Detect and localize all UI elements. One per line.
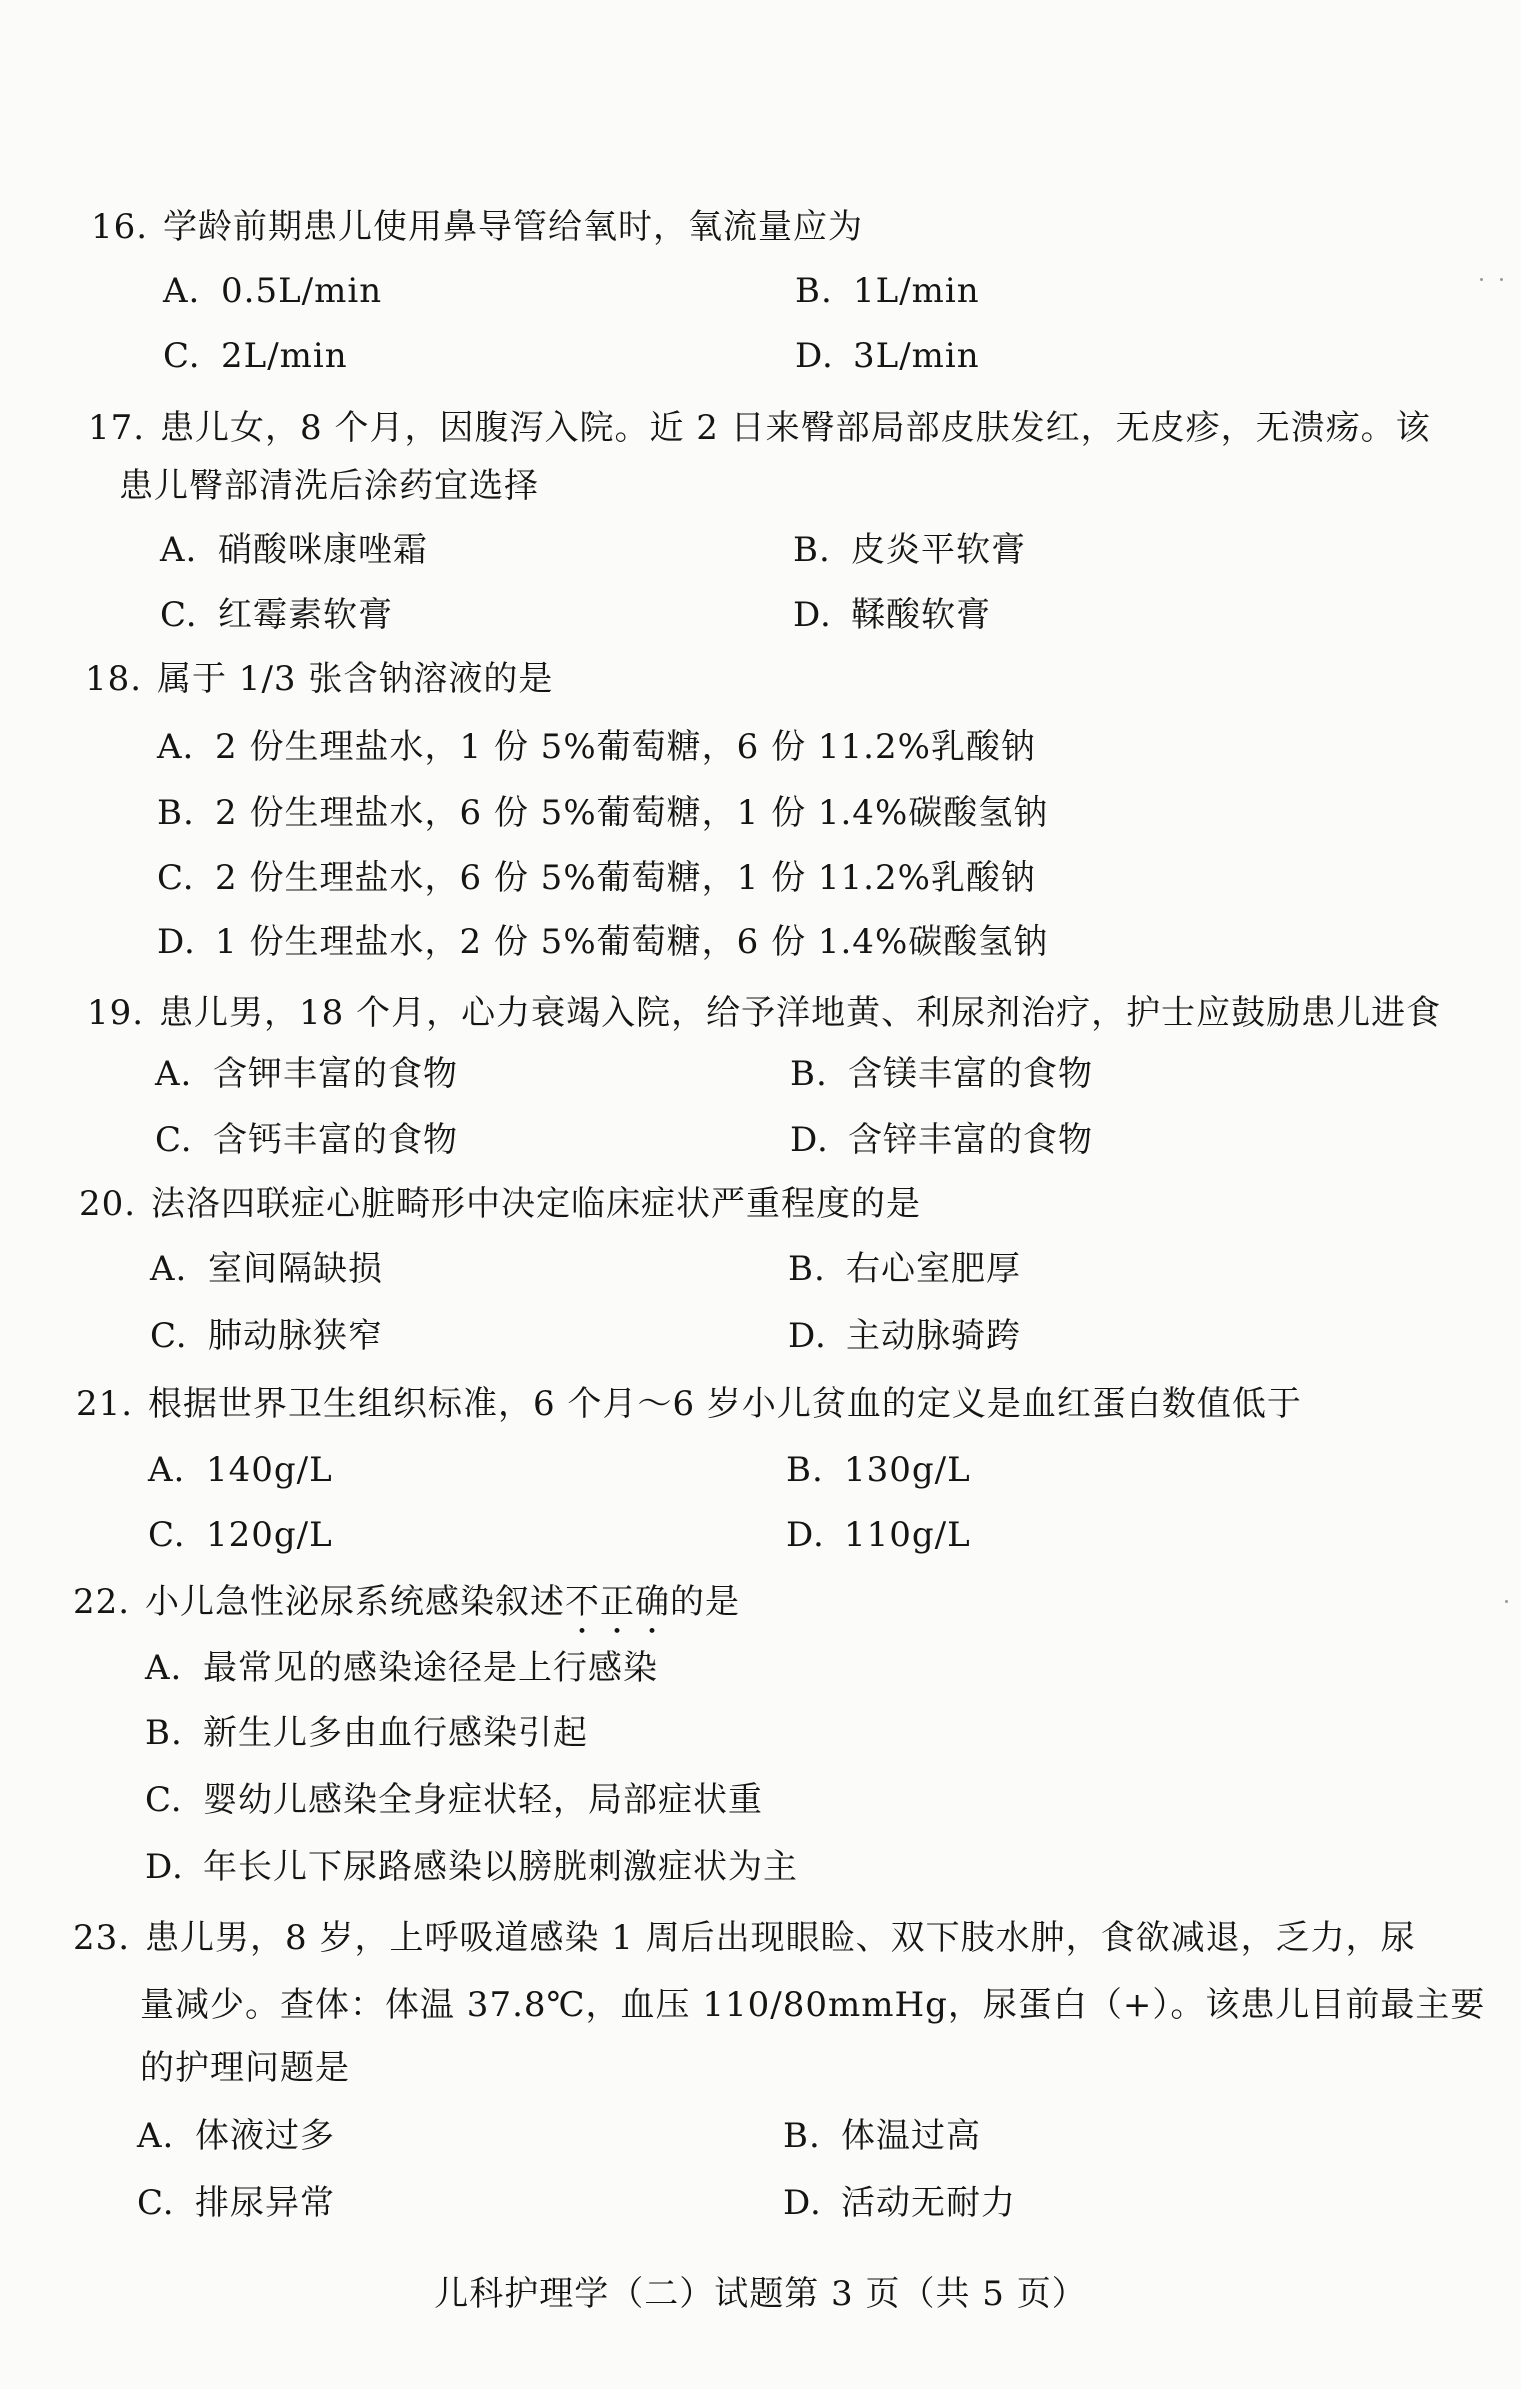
option-label: C. [148,1515,186,1555]
option-label: A. [155,1054,193,1094]
option-label: C. [145,1780,183,1820]
option-label: B. [786,1450,824,1490]
option-label: C. [160,595,198,635]
page-footer: 儿科护理学（二）试题第 3 页（共 5 页） [434,2274,1087,2314]
option-text: 1L/min [853,271,980,311]
option-text: 2L/min [221,336,348,376]
option-label: A. [160,530,198,570]
option-text: 0.5L/min [221,271,383,311]
question-stem-line [140,1985,1485,2025]
option-label: C. [150,1316,188,1356]
option-c [163,336,348,376]
option-label: A. [150,1249,188,1289]
question-stem-text: 学龄前期患儿使用鼻导管给氧时，氧流量应为 [163,207,863,247]
question-stem-text: 患儿男，8 岁，上呼吸道感染 1 周后出现眼睑、双下肢水肿，食欲减退，乏力，尿 [145,1918,1416,1958]
option-a [150,1249,383,1289]
question-number: 19. [87,993,145,1033]
question-stem-text: 量减少。查体：体温 37.8℃，血压 110/80mmHg，尿蛋白（+）。该患儿目前最主要 [140,1985,1486,2025]
option-b [145,1713,588,1753]
option-c [148,1515,333,1555]
question-stem-text: 的是 [670,1582,740,1622]
option-text: 鞣酸软膏 [851,595,991,635]
question-stem-line [79,1184,921,1224]
option-a [160,530,428,570]
option-text: 新生儿多由血行感染引起 [203,1713,588,1753]
option-text: 皮炎平软膏 [851,530,1026,570]
option-label: B. [788,1249,826,1289]
option-c [150,1316,383,1356]
option-d [786,1515,971,1555]
option-text: 右心室肥厚 [846,1249,1021,1289]
question-number: 21. [76,1384,134,1424]
option-c [137,2183,335,2223]
option-d [790,1120,1093,1160]
option-text: 最常见的感染途径是上行感染 [203,1648,658,1688]
option-text: 婴幼儿感染全身症状轻，局部症状重 [203,1780,763,1820]
option-b [793,530,1026,570]
option-label: B. [157,793,195,833]
option-text: 体液过多 [195,2116,335,2156]
option-label: B. [795,271,833,311]
option-text: 硝酸咪康唑霜 [218,530,428,570]
option-text: 2 份生理盐水，1 份 5%葡萄糖，6 份 11.2%乳酸钠 [215,727,1036,767]
question-number: 20. [79,1184,137,1224]
option-label: D. [790,1120,829,1160]
option-a [163,271,382,311]
option-a [145,1648,658,1688]
question-stem-line [73,1582,740,1642]
option-text: 含钙丰富的食物 [213,1120,458,1160]
option-a [137,2116,335,2156]
option-label: D. [786,1515,825,1555]
option-text: 140g/L [206,1450,333,1490]
scan-speck [1500,278,1503,281]
option-text: 排尿异常 [195,2183,335,2223]
question-stem-text: 小儿急性泌尿系统感染叙述 [145,1582,565,1622]
question-stem-text: 属于 1/3 张含钠溶液的是 [157,659,554,699]
option-label: C. [155,1120,193,1160]
question-stem-line [119,466,539,506]
question-number: 22. [73,1582,131,1622]
question-stem-text: 法洛四联症心脏畸形中决定临床症状严重程度的是 [151,1184,921,1224]
question-stem-text: 患儿男，18 个月，心力衰竭入院，给予洋地黄、利尿剂治疗，护士应鼓励患儿进食 [159,993,1442,1033]
option-text: 年长儿下尿路感染以膀胱刺激症状为主 [203,1847,798,1887]
question-stem-line [88,408,1431,448]
option-text: 含锌丰富的食物 [848,1120,1093,1160]
option-text: 主动脉骑跨 [846,1316,1021,1356]
option-b [786,1450,971,1490]
option-text: 2 份生理盐水，6 份 5%葡萄糖，1 份 11.2%乳酸钠 [215,858,1036,898]
option-b [795,271,980,311]
option-text: 120g/L [206,1515,333,1555]
question-stem-line [73,1918,1416,1958]
option-text: 130g/L [844,1450,971,1490]
option-label: C. [157,858,195,898]
scan-speck [1480,278,1483,281]
option-label: B. [793,530,831,570]
question-number: 23. [73,1918,131,1958]
option-text: 110g/L [844,1515,971,1555]
option-label: B. [790,1054,828,1094]
question-stem-text: 患儿臀部清洗后涂药宜选择 [119,466,539,506]
question-number: 17. [88,408,146,448]
option-c [155,1120,458,1160]
option-label: D. [793,595,832,635]
option-label: C. [163,336,201,376]
question-number: 16. [91,207,149,247]
option-d [145,1847,798,1887]
option-text: 1 份生理盐水，2 份 5%葡萄糖，6 份 1.4%碳酸氢钠 [215,922,1049,962]
question-stem-line [91,207,863,247]
emphasized-text: 不正确 [565,1582,670,1622]
option-text: 体温过高 [841,2116,981,2156]
option-label: C. [137,2183,175,2223]
option-label: D. [145,1847,184,1887]
option-b [783,2116,981,2156]
option-a [155,1054,458,1094]
option-label: A. [137,2116,175,2156]
option-a [157,727,1036,767]
option-label: A. [157,727,195,767]
option-label: D. [788,1316,827,1356]
option-b [790,1054,1093,1094]
option-label: D. [783,2183,822,2223]
question-stem-text: 的护理问题是 [140,2048,350,2088]
question-stem-line [87,993,1441,1033]
option-b [788,1249,1021,1289]
scan-speck [1505,1600,1508,1603]
option-text: 3L/min [853,336,980,376]
option-d [795,336,980,376]
option-label: A. [145,1648,183,1688]
option-label: D. [157,922,196,962]
option-d [788,1316,1021,1356]
option-text: 含镁丰富的食物 [848,1054,1093,1094]
option-label: D. [795,336,834,376]
option-text: 2 份生理盐水，6 份 5%葡萄糖，1 份 1.4%碳酸氢钠 [215,793,1049,833]
question-number: 18. [85,659,143,699]
option-text: 肺动脉狭窄 [208,1316,383,1356]
option-label: B. [145,1713,183,1753]
option-text: 活动无耐力 [841,2183,1016,2223]
option-c [157,858,1036,898]
option-d [793,595,991,635]
option-b [157,793,1048,833]
question-stem-line [140,2048,350,2088]
option-text: 室间隔缺损 [208,1249,383,1289]
option-label: A. [163,271,201,311]
question-stem-text: 患儿女，8 个月，因腹泻入院。近 2 日来臀部局部皮肤发红，无皮疹，无溃疡。该 [160,408,1431,448]
option-a [148,1450,333,1490]
option-c [160,595,393,635]
question-stem-text: 根据世界卫生组织标准，6 个月～6 岁小儿贫血的定义是血红蛋白数值低于 [148,1384,1302,1424]
question-stem-line [85,659,553,699]
option-label: A. [148,1450,186,1490]
option-text: 红霉素软膏 [218,595,393,635]
option-c [145,1780,763,1820]
option-text: 含钾丰富的食物 [213,1054,458,1094]
option-d [783,2183,1016,2223]
option-label: B. [783,2116,821,2156]
option-d [157,922,1048,962]
question-stem-line [76,1384,1302,1424]
